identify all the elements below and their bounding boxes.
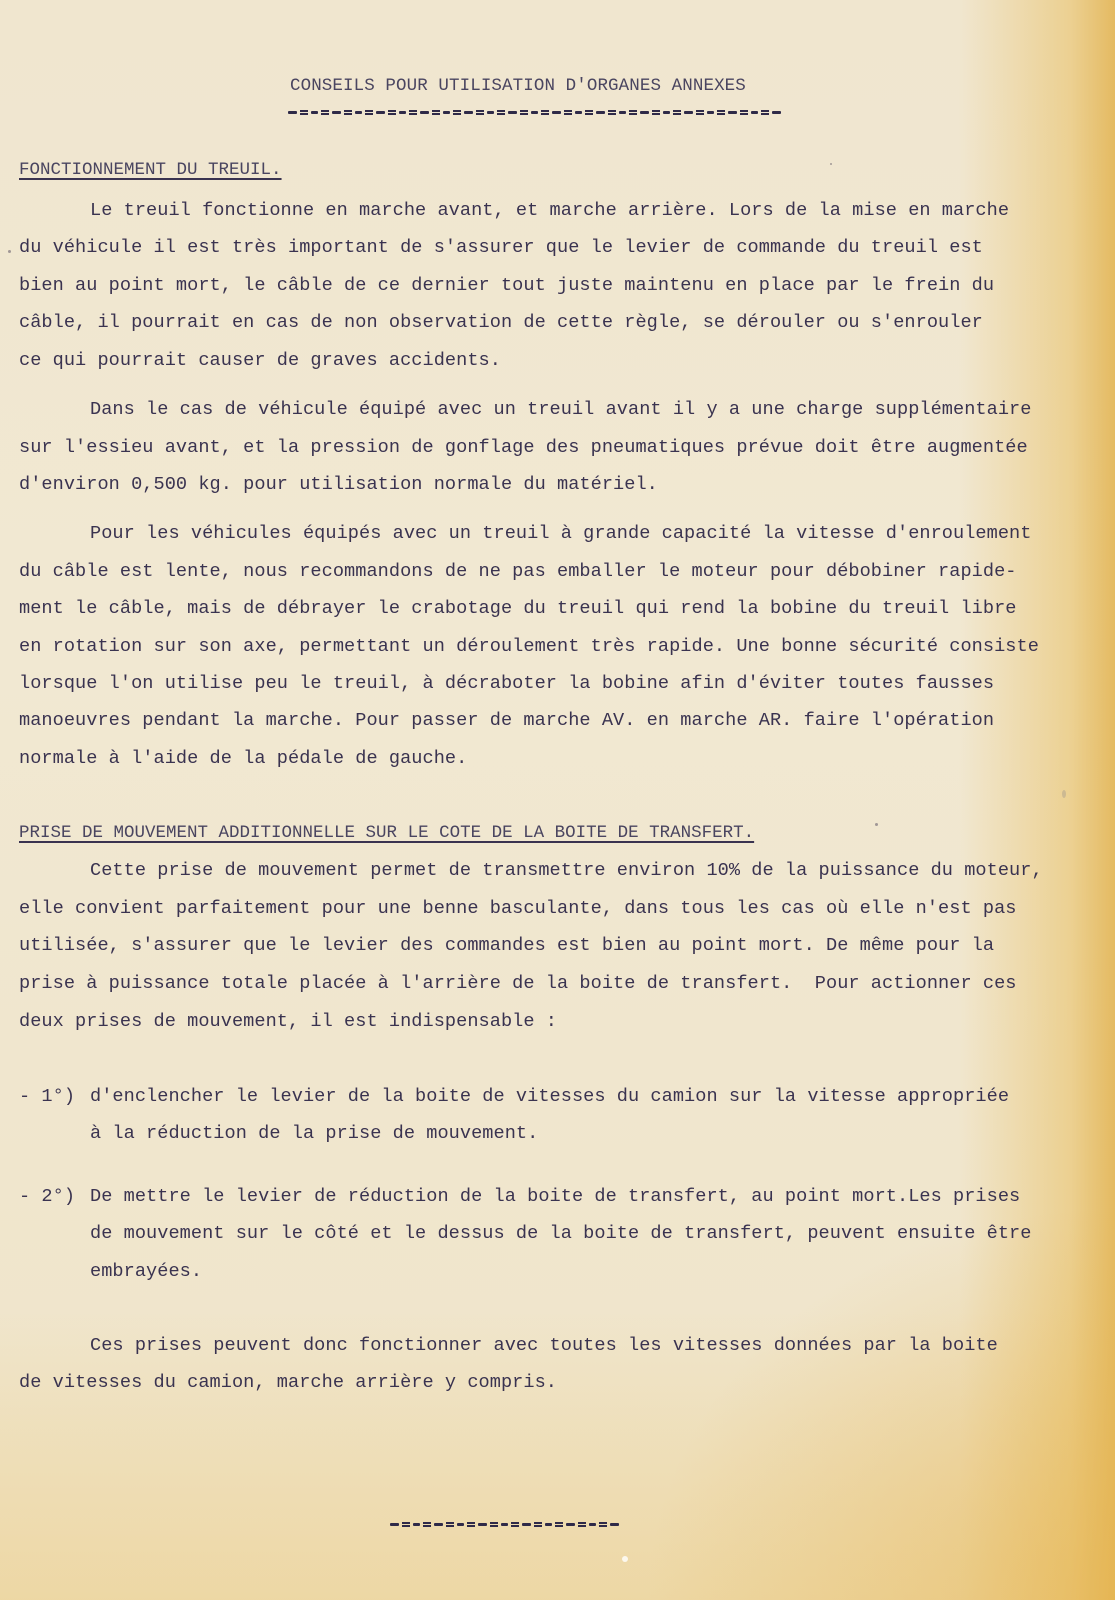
text-line: à la réduction de la prise de mouvement. — [90, 1123, 539, 1144]
rule-equals — [409, 110, 417, 115]
text-line: sur l'essieu avant, et la pression de gonflage des pneumatiques prévue doit être augmentée — [19, 437, 1028, 458]
rule-dash — [684, 111, 693, 114]
text-line: Pour les véhicules équipés avec un treuil à grande capacité la vitesse d'enroulement — [90, 523, 1032, 544]
rule-equals — [300, 110, 308, 115]
rule-equals — [541, 110, 549, 115]
text-line: deux prises de mouvement, il est indispensable : — [19, 1011, 557, 1032]
rule-equals — [476, 110, 484, 115]
text-line: lorsque l'on utilise peu le treuil, à décraboter la bobine afin d'éviter toutes fausses — [19, 673, 995, 694]
text-line: d'enclencher le levier de la boite de vitesses du camion sur la vitesse appropriée — [90, 1086, 1010, 1107]
list-marker: - 1°) — [19, 1086, 76, 1107]
rule-dash — [508, 111, 517, 114]
rule-dash — [566, 1523, 575, 1526]
rule-dash — [464, 111, 473, 114]
text-line: manoeuvres pendant la marche. Pour passer de marche AV. en marche AR. faire l'opération — [19, 710, 995, 731]
list-marker: - 2°) — [19, 1186, 76, 1207]
rule-equals — [402, 1522, 410, 1527]
rule-equals — [564, 110, 572, 115]
text-line: normale à l'aide de la pédale de gauche. — [19, 748, 468, 769]
text-line: embrayées. — [90, 1261, 203, 1282]
text-line: du câble est lente, nous recommandons de ne pas emballer le moteur pour débobiner rapide- — [19, 561, 1017, 582]
rule-equals — [344, 110, 352, 115]
text-line: du véhicule il est très important de s'assurer que le levier de commande du treuil est — [19, 237, 983, 258]
paper-speck — [830, 163, 832, 165]
rule-equals — [511, 1522, 519, 1527]
rule-dash — [420, 111, 429, 114]
text-line: Dans le cas de véhicule équipé avec un treuil avant il y a une charge supplémentaire — [90, 399, 1032, 420]
rule-equals — [520, 110, 528, 115]
text-line: d'environ 0,500 kg. pour utilisation normale du matériel. — [19, 474, 658, 495]
rule-equals — [467, 1522, 475, 1527]
rule-dash — [288, 111, 297, 114]
rule-equals — [740, 110, 748, 115]
end-of-document-rule — [390, 1522, 619, 1527]
paper-speck — [1062, 790, 1066, 798]
rule-dash — [707, 111, 714, 114]
rule-dash — [531, 111, 538, 114]
rule-dash — [589, 1523, 596, 1526]
rule-equals — [453, 110, 461, 115]
document-title: CONSEILS POUR UTILISATION D'ORGANES ANNEXES — [290, 76, 746, 96]
rule-equals — [608, 110, 616, 115]
rule-dash — [751, 111, 758, 114]
rule-dash — [772, 111, 781, 114]
rule-equals — [578, 1522, 586, 1527]
rule-dash — [619, 111, 626, 114]
rule-dash — [413, 1523, 420, 1526]
rule-dash — [311, 111, 318, 114]
section-heading-treuil: FONCTIONNEMENT DU TREUIL. — [19, 160, 282, 180]
paper-speck — [622, 1556, 628, 1562]
rule-dash — [487, 111, 494, 114]
rule-dash — [478, 1523, 487, 1526]
rule-equals — [673, 110, 681, 115]
text-line: utilisée, s'assurer que le levier des commandes est bien au point mort. De même pour la — [19, 935, 995, 956]
rule-equals — [555, 1522, 563, 1527]
rule-dash — [501, 1523, 508, 1526]
rule-dash — [457, 1523, 464, 1526]
rule-dash — [552, 111, 561, 114]
rule-dash — [663, 111, 670, 114]
rule-equals — [446, 1522, 454, 1527]
rule-dash — [640, 111, 649, 114]
text-line: Cette prise de mouvement permet de transmettre environ 10% de la puissance du moteur, — [90, 860, 1043, 881]
rule-dash — [390, 1523, 399, 1526]
text-line: de vitesses du camion, marche arrière y compris. — [19, 1372, 557, 1393]
rule-dash — [545, 1523, 552, 1526]
rule-dash — [434, 1523, 443, 1526]
text-line: ce qui pourrait causer de graves accidents. — [19, 350, 501, 371]
text-line: prise à puissance totale placée à l'arrière de la boite de transfert. Pour actionner ces — [19, 973, 1017, 994]
rule-equals — [490, 1522, 498, 1527]
rule-equals — [432, 110, 440, 115]
rule-dash — [332, 111, 341, 114]
rule-equals — [696, 110, 704, 115]
rule-equals — [497, 110, 505, 115]
section-heading-prise-de-mouvement: PRISE DE MOUVEMENT ADDITIONNELLE SUR LE COTE DE LA BOITE DE TRANSFERT. — [19, 823, 755, 843]
rule-dash — [376, 111, 385, 114]
paper-speck — [875, 823, 878, 826]
text-line: de mouvement sur le côté et le dessus de la boite de transfert, peuvent ensuite être — [90, 1223, 1032, 1244]
text-line: bien au point mort, le câble de ce dernier tout juste maintenu en place par le frein du — [19, 275, 995, 296]
rule-dash — [399, 111, 406, 114]
rule-equals — [717, 110, 725, 115]
rule-equals — [585, 110, 593, 115]
rule-equals — [629, 110, 637, 115]
rule-dash — [355, 111, 362, 114]
rule-equals — [761, 110, 769, 115]
rule-equals — [652, 110, 660, 115]
text-line: De mettre le levier de réduction de la boite de transfert, au point mort.Les prises — [90, 1186, 1021, 1207]
text-line: en rotation sur son axe, permettant un déroulement très rapide. Une bonne sécurité consiste — [19, 636, 1039, 657]
rule-dash — [610, 1523, 619, 1526]
rule-dash — [522, 1523, 531, 1526]
rule-equals — [423, 1522, 431, 1527]
rule-dash — [596, 111, 605, 114]
rule-equals — [321, 110, 329, 115]
text-line: elle convient parfaitement pour une benne basculante, dans tous les cas où elle n'est pas — [19, 898, 1017, 919]
rule-dash — [575, 111, 582, 114]
rule-dash — [443, 111, 450, 114]
rule-equals — [388, 110, 396, 115]
text-line: câble, il pourrait en cas de non observation de cette règle, se dérouler ou s'enrouler — [19, 312, 983, 333]
text-line: Le treuil fonctionne en marche avant, et marche arrière. Lors de la mise en marche — [90, 200, 1010, 221]
rule-equals — [365, 110, 373, 115]
rule-dash — [728, 111, 737, 114]
title-underline-rule — [288, 110, 781, 115]
rule-equals — [534, 1522, 542, 1527]
paper-speck — [8, 250, 11, 253]
text-line: Ces prises peuvent donc fonctionner avec toutes les vitesses données par la boite — [90, 1335, 998, 1356]
text-line: ment le câble, mais de débrayer le crabotage du treuil qui rend la bobine du treuil libre — [19, 598, 1017, 619]
rule-equals — [599, 1522, 607, 1527]
